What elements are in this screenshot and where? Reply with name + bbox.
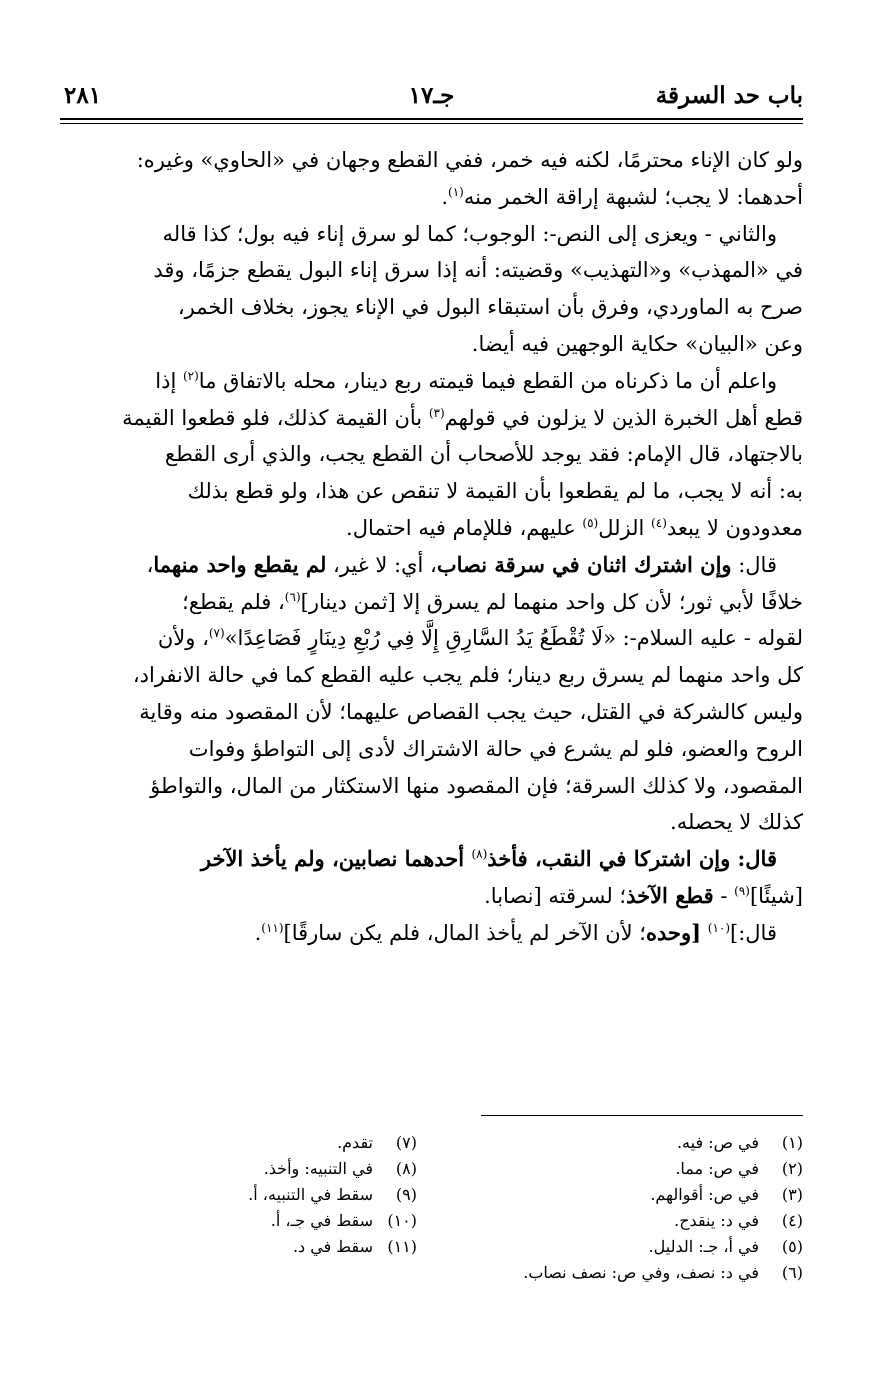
text-line [60,179,803,216]
text-run: بالاجتهاد، قال الإمام: فقد يوجد للأصحاب أن القطع يجب، والذي أرى القطع [164,442,803,467]
footnote-ref: (١٠) [707,920,731,935]
text-run: ولو كان الإناء محترمًا، لكنه فيه خمر، ففي القطع وجهان في «الحاوي» وغيره: [136,148,803,172]
footnote [473,1208,803,1234]
text-run: وليس كالشركة في القتل، حيث يجب القصاص عليهما؛ لأن المقصود منه وقاية [139,699,803,724]
text-line [60,547,803,584]
bold-text: قال: وإن اشتركا في النقب، فأخذ [487,846,777,872]
text-line [60,473,803,510]
footnote-text: في ص: أقوالهم. [650,1185,759,1204]
bold-text: لم يقطع واحد منهما [153,551,327,577]
footnote-text: في د: نصف، وفي ص: نصف نصاب. [523,1263,759,1282]
footnote [473,1234,803,1260]
text-run: ؛ لسرقته [نصابا. [484,883,627,908]
footnote [87,1156,417,1182]
text-line [60,363,803,400]
text-run: ، فلم يقطع؛ [182,589,285,614]
footnote-text: في ص: فيه. [676,1133,759,1152]
text-run: وعن «البيان» حكاية الوجهين فيه أيضا. [471,331,803,356]
text-run: صرح به الماوردي، وفرق بأن استبقاء البول في الإناء يجوز، بخلاف الخمر، [177,295,803,320]
page-number: ٢٨١ [64,82,102,109]
footnote-ref: (٧) [208,626,225,641]
text-run: الروح والعضو، فلو لم يشرع في حالة الاشتراك لأدى إلى التواطؤ وفوات [188,736,803,761]
footnote-ref: (٥) [582,515,599,530]
footnote [473,1156,803,1182]
text-run: ، [146,552,154,577]
footnotes-column-right [473,1130,803,1286]
footnote-text: في التنبيه: وأخذ. [263,1159,373,1178]
text-line [60,804,803,841]
text-run: والثاني - ويعزى إلى النص-: الوجوب؛ كما لو سرق إناء فيه بول؛ كذا قاله [162,221,777,246]
text-run: . [254,920,262,945]
text-run: بأن القيمة كذلك، فلو قطعوا القيمة [122,405,429,430]
footnote-ref: (٨) [471,847,488,862]
bold-text: قطع الآخذ [626,882,714,908]
footnote-number: (١١) [387,1237,417,1256]
body-text [60,142,803,952]
footnote-ref: (٤) [651,515,667,530]
text-run [701,921,708,945]
footnotes-column-left [87,1130,417,1260]
text-line [60,400,803,437]
footnote-text: سقط في التنبيه، أ. [248,1185,373,1204]
text-line [60,694,803,731]
text-run: ؛ لأن الآخر لم يأخذ المال، فلم يكن سارقًا] [283,920,646,945]
footnote [87,1130,417,1156]
footnote-text: في ص: مما. [675,1159,759,1178]
text-run: كل واحد منهما لم يسرق ربع دينار؛ فلم يجب عليه القطع كما في حالة الانفراد، [132,663,803,688]
text-line [60,768,803,805]
footnote-number: (٦) [781,1263,803,1282]
text-run: الزلل [598,515,652,540]
text-run: في «المهذب» و«التهذيب» وقضيته: أنه إذا سرق إناء البول يقطع جزمًا، وقد [153,258,803,283]
bold-text: وإن اشترك اثنان في سرقة نصاب [436,551,732,577]
text-line [60,915,803,952]
text-line [60,878,803,915]
text-line [60,620,803,657]
footnote [473,1130,803,1156]
text-run: قال: [731,552,777,577]
text-run: لقوله - عليه السلام-: «لَا تُقْطَعُ يَدُ السَّارِقِ إِلَّا فِي رُبْعِ دِينَارٍ فَصَاعِدًا» [224,626,803,651]
footnote [473,1260,803,1286]
text-run: إذا [155,368,183,393]
text-run: - [713,883,735,908]
text-run: قطع أهل الخبرة الذين لا يزلون في قولهم [444,405,803,430]
footnote-number: (٣) [781,1185,803,1204]
footnote-text: في أ، جـ: الدليل. [648,1237,759,1256]
footnote-number: (٧) [395,1133,417,1152]
header-rule-thin [60,123,803,124]
chapter-title: باب حد السرقة [655,82,803,109]
footnote-number: (٥) [781,1237,803,1256]
text-line [60,142,803,179]
text-run: قال:] [730,920,777,945]
footnote-number: (٩) [395,1185,417,1204]
text-run: كذلك لا يحصله. [670,810,803,835]
running-header [60,82,803,114]
text-run: المقصود، ولا كذلك السرقة؛ فإن المقصود منها الاستكثار من المال، والتواطؤ [150,773,803,798]
footnote-number: (٤) [781,1211,803,1230]
volume-label: جـ١٧ [408,82,455,109]
text-line [60,657,803,694]
text-line [60,510,803,547]
text-run: ، ولأن [157,626,209,651]
text-run: [شيئًا] [749,883,803,908]
footnote-ref: (٢) [182,368,199,383]
text-line [60,252,803,289]
text-line [60,326,803,363]
text-line [60,216,803,253]
footnote-ref: (١١) [261,920,284,935]
footnote-number: (٨) [395,1159,417,1178]
bold-text: أحدهما نصابين، ولم يأخذ الآخر [200,846,472,872]
footnote [87,1234,417,1260]
footnote-text: سقط في جـ، أ. [270,1211,373,1230]
text-line [60,436,803,473]
text-run: أحدهما: لا يجب؛ لشبهة إراقة الخمر منه [463,184,803,209]
footnote-separator [481,1115,803,1116]
footnote-ref: (٣) [428,405,445,420]
bold-text: [وحده [645,919,702,945]
text-run: ، أي: لا غير، [326,552,437,577]
text-run: معدودون لا يبعد [666,515,803,540]
footnote-text: في د: ينقدح. [674,1211,759,1230]
footnote-number: (١٠) [387,1211,417,1230]
text-run: به: أنه لا يجب، ما لم يقطعوا بأن القيمة لا تنقص عن هذا، ولو قطع بذلك [187,479,803,504]
header-rule-thick [60,118,803,120]
text-run: عليهم، فللإمام فيه احتمال. [346,515,583,540]
text-line [60,289,803,326]
footnote [87,1208,417,1234]
footnote-number: (٢) [781,1159,803,1178]
footnote-ref: (٦) [284,589,301,604]
text-line [60,841,803,878]
text-run: . [441,184,449,209]
text-line [60,584,803,621]
footnote-number: (١) [781,1133,803,1152]
text-run: واعلم أن ما ذكرناه من القطع فيما قيمته ربع دينار، محله بالاتفاق ما [198,368,777,393]
footnote-text: تقدم. [337,1133,373,1152]
footnote [473,1182,803,1208]
footnote-ref: (١) [448,184,464,199]
footnote [87,1182,417,1208]
text-run: خلافًا لأبي ثور؛ لأن كل واحد منهما لم يسرق إلا [ثمن دينار] [300,589,803,614]
book-page [60,0,803,1376]
text-line [60,731,803,768]
footnote-ref: (٩) [734,883,750,898]
footnote-text: سقط في د. [292,1237,373,1256]
